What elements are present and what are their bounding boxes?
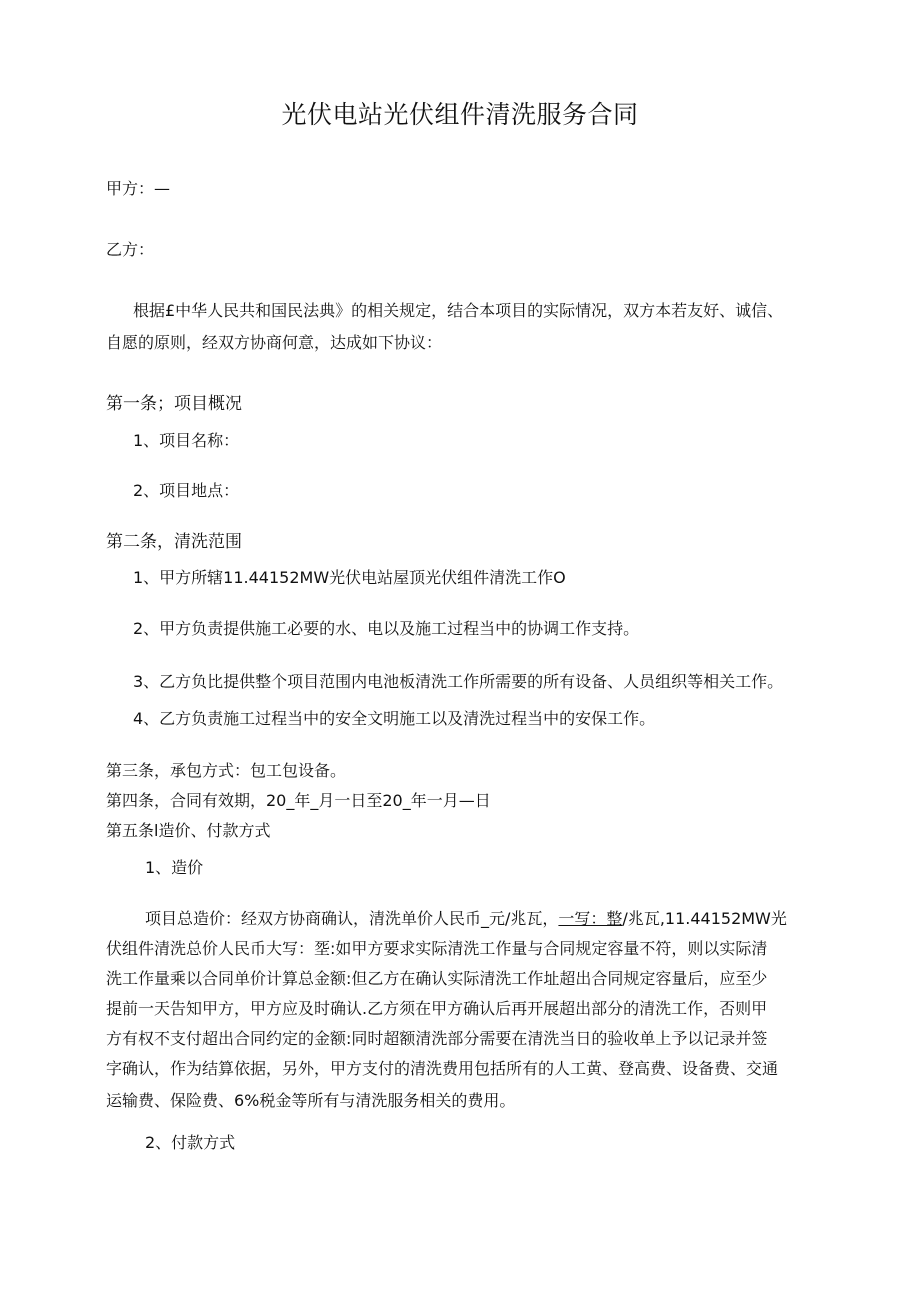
article-2-heading: 第二条，清洗范围 [106, 532, 242, 552]
article-1-heading: 第一条；项目概况 [106, 394, 242, 414]
intro-line-2: 自愿的原则，经双方协商何意，达成如下协议： [106, 333, 443, 352]
article-5-sub-2: 2、付款方式 [145, 1133, 236, 1152]
article-1-item-2: 2、项目地点： [133, 481, 240, 500]
intro-line-1: 根据£中华人民共和国民法典》的相关规定，结合本项目的实际情况，双方本若友好、诚信、 [133, 301, 784, 320]
party-a: 甲方：— [106, 179, 171, 198]
article-2-item-2: 2、甲方负责提供施工必要的水、电以及施工过程当中的协调工作支持。 [133, 619, 640, 638]
price-line-1 [145, 909, 787, 929]
article-4: 第四条，合同有效期，20_年_月一日至20_年一月—日 [106, 791, 491, 810]
price-line-7: 运输费、保险费、6%税金等所有与清洗服务相关的费用。 [106, 1091, 516, 1110]
price-line-1a: 项目总造价：经双方协商确认，清洗单价人民币_元/兆瓦， [145, 909, 559, 928]
price-line-6: 字确认，作为结算依据，另外，甲方支付的清洗费用包括所有的人工黄、登高费、设备费、交通 [106, 1059, 779, 1078]
price-line-2: 伏组件清洗总价人民币大写：㘸:如甲方要求实际清洗工作量与合同规定容量不符，则以实际清 [106, 939, 768, 958]
price-amount-written: 一写：整 [558, 909, 623, 928]
party-b: 乙方： [106, 240, 155, 259]
price-line-3: 洗工作量乘以合同单价计算总金额:但乙方在确认实际清洗工作址超出合同规定容量后，应至少 [106, 969, 768, 988]
article-2-item-3: 3、乙方负比提供整个项目范围内电池板清洗工作所需要的所有设备、人员组织等相关工作。 [133, 672, 784, 691]
article-5-sub-1: 1、造价 [145, 858, 204, 877]
article-5-heading: 第五条l造价、付款方式 [106, 821, 271, 840]
price-line-4: 提前一天告知甲方，甲方应及时确认.乙方须在甲方确认后再开展超出部分的清洗工作，否则甲 [106, 999, 768, 1018]
price-line-1c: /兆瓦,11.44152MW光 [622, 909, 787, 928]
article-1-item-1: 1、项目名称： [133, 431, 240, 450]
price-line-5: 方有权不支付超出合同约定的金额:同时超额清洗部分需要在清洗当日的验收单上予以记录并签 [106, 1029, 768, 1048]
contract-title: 光伏电站光伏组件清洗服务合同 [281, 100, 639, 129]
article-3: 第三条，承包方式：包工包设备。 [106, 761, 347, 780]
article-2-item-4: 4、乙方负责施工过程当中的安全文明施工以及清洗过程当中的安保工作。 [133, 709, 656, 728]
article-2-item-1: 1、甲方所辖11.44152MW光伏电站屋顶光伏组件清洗工作O [133, 568, 566, 587]
